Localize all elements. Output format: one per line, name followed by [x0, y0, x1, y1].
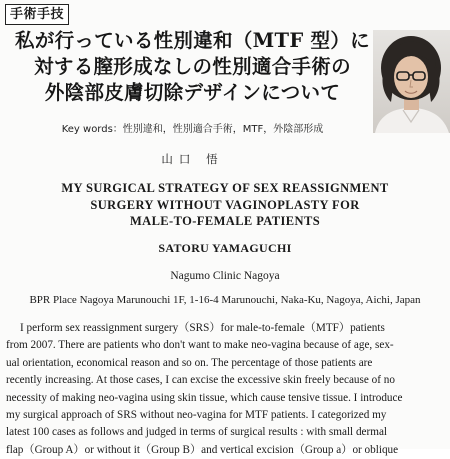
- abstract: [6, 320, 446, 459]
- japanese-title-line-3: 外陰部皮膚切除デザインについて: [44, 81, 341, 104]
- abstract-line: latest 100 cases as follows and judged in terms of surgical results : with small dermal: [6, 426, 388, 439]
- japanese-author: 山口 悟: [161, 152, 224, 166]
- english-title-line-2: SURGERY WITHOUT VAGINOPLASTY FOR: [90, 197, 360, 212]
- english-title: [0, 180, 450, 230]
- english-title-line-1: MY SURGICAL STRATEGY OF SEX REASSIGNMENT: [61, 181, 389, 195]
- abstract-line: necessity of making neo-vagina using skin tissue, which cause tensive tissue. I introduce: [6, 391, 403, 404]
- affiliation: Nagumo Clinic Nagoya: [170, 270, 280, 282]
- japanese-title: [0, 28, 385, 106]
- abstract-line: from 2007. There are patients who don't want to make neo-vagina because of age, sex-: [6, 339, 394, 352]
- japanese-title-line-2: 対する膣形成なしの性別適合手術の: [34, 55, 351, 78]
- abstract-line: ual orientation, economical reason and so on. The percentage of those patients are: [6, 356, 373, 369]
- section-tag: 手術手技: [5, 4, 69, 25]
- abstract-line: flap（Group A）or without it（Group B）and vertical excision（Group a）or oblique: [6, 443, 399, 456]
- abstract-line: recently increasing. At those cases, I can excise the excessive skin freely because of no: [6, 374, 395, 387]
- author-portrait: [373, 30, 450, 133]
- keywords: Key words：性別違和，性別適合手術，MTF，外陰部形成: [61, 124, 324, 135]
- japanese-title-line-1: 私が行っている性別違和（MTF 型）に: [15, 29, 370, 52]
- english-author: SATORU YAMAGUCHI: [158, 241, 292, 255]
- author-portrait-image: [373, 30, 450, 133]
- english-title-line-3: MALE-TO-FEMALE PATIENTS: [129, 214, 321, 228]
- address: BPR Place Nagoya Marunouchi 1F, 1-16-4 Marunouchi, Naka-Ku, Nagoya, Aichi, Japan: [29, 294, 421, 306]
- abstract-line: my surgical approach of SRS without neo-vagina for MTF patients. I categorized my: [6, 409, 387, 422]
- abstract-line: I perform sex reassignment surgery（SRS）for male-to-female（MTF）patients: [20, 322, 385, 334]
